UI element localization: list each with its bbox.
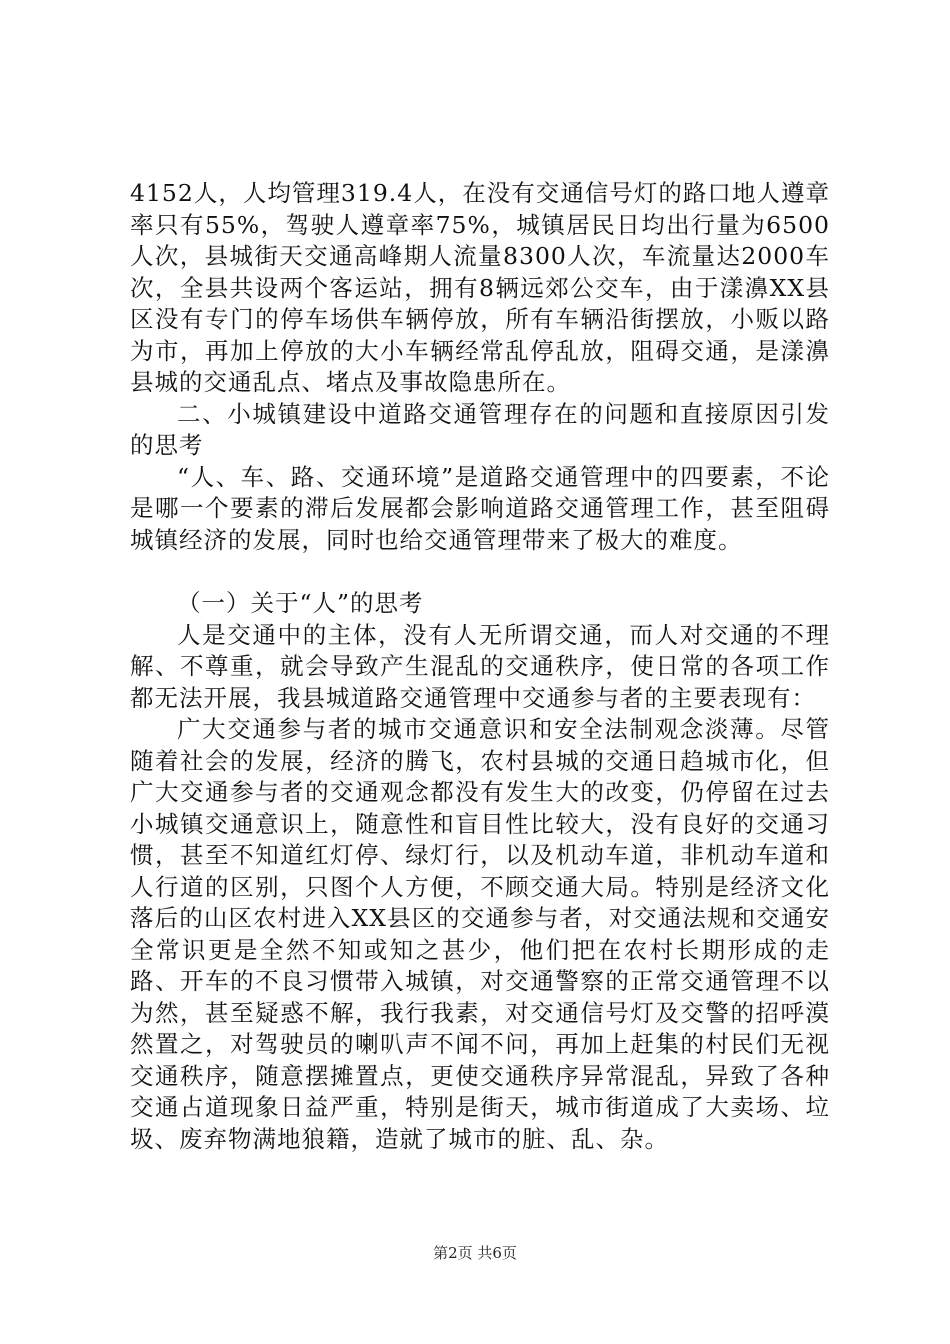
- subsection-heading: （一）关于“人”的思考: [177, 589, 424, 617]
- paragraph-spacer: [130, 556, 830, 588]
- paragraph-traffic-awareness: 广大交通参与者的城市交通意识和安全法制观念淡薄。尽管随着社会的发展，经济的腾飞，农村县城的交通日趋城市化，但广大交通参与者的交通观念都没有发生大的改变，仍停留在过去小城镇交通意识上，随意性和盲目性比较大，没有良好的交通习惯，甚至不知道红灯停、绿灯行，以及机动车道，非机动车道和人行道的区别，只图个人方便，不顾交通大局。特别是经济文化落后的山区农村进入XX县区的交通参与者，对交通法规和交通安全常识更是全然不知或知之甚少，他们把在农村长期形成的走路、开车的不良习惯带入城镇，对交通警察的正常交通管理不以为然，甚至疑惑不解，我行我素，对交通信号灯及交警的招呼漠然置之，对驾驶员的喇叭声不闻不问，再加上赶集的村民们无视交通秩序，随意摆摊置点，更使交通秩序异常混乱，异致了各种交通占道现象日益严重，特别是街天，城市街道成了大卖场、垃圾、废弃物满地狼籍，造就了城市的脏、乱、杂。: [130, 715, 830, 1153]
- section-heading: 二、小城镇建设中道路交通管理存在的问题和直接原因引发的思考: [130, 399, 830, 459]
- page-number-footer: 第2页 共6页: [433, 1244, 517, 1262]
- paragraph-four-elements: “人、车、路、交通环境”是道路交通管理中的四要素，不论是哪一个要素的滞后发展都会影响道路交通管理工作，甚至阻碍城镇经济的发展，同时也给交通管理带来了极大的难度。: [130, 462, 830, 554]
- paragraph-continued: 4152人，人均管理319.4人，在没有交通信号灯的路口地人遵章率只有55%，驾驶人遵章率75%，城镇居民日均出行量为6500人次，县城街天交通高峰期人流量8300人次，车流量达2000车次，全县共设两个客运站，拥有8辆远郊公交车，由于漾濞XX县区没有专门的停车场供车辆停放，所有车辆沿街摆放，小贩以路为市，再加上停放的大小车辆经常乱停乱放，阻碍交通，是漾濞县城的交通乱点、堵点及事故隐患所在。: [130, 179, 830, 396]
- document-body: [130, 178, 830, 1155]
- paragraph-people: 人是交通中的主体，没有人无所谓交通，而人对交通的不理解、不尊重，就会导致产生混乱的交通秩序，使日常的各项工作都无法开展，我县城道路交通管理中交通参与者的主要表现有：: [130, 620, 830, 712]
